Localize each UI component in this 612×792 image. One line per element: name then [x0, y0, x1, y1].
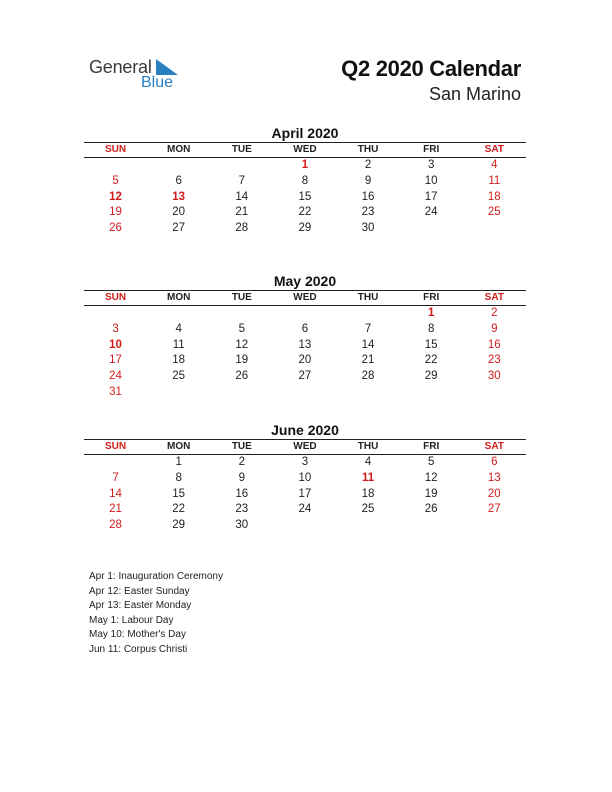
holiday-item: Apr 12: Easter Sunday: [89, 585, 190, 597]
day-cell: 24: [298, 503, 312, 516]
week-row: [84, 455, 526, 471]
day-cell: 29: [298, 222, 312, 235]
day-cell: 9: [238, 471, 246, 484]
week-row: [84, 502, 526, 518]
day-cell: 17: [298, 487, 312, 500]
empty-day-cell: [84, 306, 147, 322]
day-cell: 12: [109, 190, 122, 203]
brand-logo: [89, 57, 199, 97]
day-cell: 12: [424, 471, 438, 484]
day-cell: 28: [235, 222, 249, 235]
day-cell: 19: [109, 206, 122, 219]
day-cell: 5: [112, 174, 119, 187]
day-cell: 4: [364, 456, 372, 468]
week-row: [84, 306, 526, 322]
day-cell: 19: [424, 487, 438, 500]
day-cell: 8: [301, 174, 309, 187]
week-row: [84, 221, 526, 237]
empty-day-cell: [273, 385, 336, 401]
empty-day-cell: [337, 518, 400, 534]
day-cell: 7: [112, 471, 119, 484]
day-cell: 21: [109, 503, 122, 516]
day-cell: 3: [112, 322, 119, 335]
day-cell: 11: [488, 174, 501, 187]
day-cell: 1: [175, 456, 182, 468]
logo-word-general: General: [89, 57, 152, 77]
day-cell: 26: [235, 370, 249, 383]
day-cell: 7: [238, 174, 246, 187]
holiday-item: May 1: Labour Day: [89, 614, 174, 626]
empty-day-cell: [337, 306, 400, 322]
page-subtitle-country: San Marino: [428, 84, 521, 104]
weekday-wed: WED: [293, 292, 317, 303]
week-row: [84, 385, 526, 401]
day-cell: 16: [235, 487, 249, 500]
day-cell: 21: [235, 206, 249, 219]
holiday-item: Apr 1: Inauguration Ceremony: [89, 571, 223, 582]
empty-day-cell: [463, 221, 526, 237]
weekday-thu: THU: [357, 441, 379, 452]
empty-day-cell: [273, 306, 336, 322]
day-cell: 25: [172, 370, 186, 383]
day-cell: 29: [424, 370, 438, 383]
weekday-tue: TUE: [231, 292, 252, 303]
empty-day-cell: [210, 385, 273, 401]
week-row: [84, 518, 526, 534]
empty-day-cell: [463, 518, 526, 534]
day-cell: 15: [298, 190, 312, 203]
week-row: [84, 322, 526, 338]
week-row: [84, 174, 526, 190]
weekday-mon: MON: [167, 292, 191, 303]
weekday-fri: FRI: [423, 292, 440, 303]
day-cell: 18: [487, 190, 501, 203]
day-cell: 17: [109, 354, 122, 367]
day-cell: 25: [487, 206, 501, 219]
day-cell: 19: [235, 354, 249, 367]
weekday-tue: TUE: [231, 144, 252, 155]
empty-day-cell: [147, 306, 210, 322]
week-row: [84, 487, 526, 503]
day-cell: 3: [427, 159, 435, 171]
holiday-item: May 10: Mother's Day: [89, 629, 186, 641]
day-cell: 26: [424, 503, 438, 516]
day-cell: 6: [301, 322, 309, 335]
day-cell: 30: [487, 370, 501, 383]
day-cell: 23: [487, 354, 501, 367]
weekday-sun: SUN: [105, 292, 127, 303]
day-cell: 13: [298, 338, 312, 351]
empty-day-cell: [400, 518, 463, 534]
week-row: [84, 369, 526, 385]
day-cell: 29: [172, 519, 186, 532]
weekday-sat: SAT: [484, 144, 504, 155]
weekday-tue: TUE: [231, 441, 252, 452]
weekday-header-row: [84, 439, 526, 455]
empty-day-cell: [463, 385, 526, 401]
day-cell: 1: [427, 307, 435, 319]
day-cell: 9: [364, 174, 372, 187]
day-cell: 14: [235, 190, 249, 203]
day-cell: 9: [491, 322, 498, 335]
empty-day-cell: [400, 385, 463, 401]
weekday-fri: FRI: [423, 144, 440, 155]
day-cell: 17: [424, 190, 438, 203]
day-cell: 24: [109, 370, 122, 383]
day-cell: 23: [235, 503, 249, 516]
month-title: April 2020: [271, 125, 339, 141]
day-cell: 14: [109, 487, 122, 500]
day-cell: 21: [361, 354, 375, 367]
day-cell: 22: [424, 354, 438, 367]
day-cell: 25: [361, 503, 375, 516]
day-cell: 20: [298, 354, 312, 367]
day-cell: 13: [487, 471, 501, 484]
day-cell: 6: [175, 174, 182, 187]
logo-word-blue: Blue: [141, 74, 174, 91]
day-cell: 4: [175, 322, 182, 335]
day-cell: 13: [172, 190, 186, 203]
day-cell: 11: [172, 338, 185, 351]
month-may: [84, 273, 526, 401]
day-cell: 18: [172, 354, 186, 367]
week-row: [84, 158, 526, 174]
weekday-wed: WED: [293, 441, 317, 452]
weekday-fri: FRI: [423, 441, 440, 452]
weekday-header-row: [84, 142, 526, 158]
day-cell: 2: [238, 456, 246, 468]
day-cell: 2: [491, 307, 498, 319]
weekday-sun: SUN: [105, 144, 127, 155]
day-cell: 10: [424, 174, 438, 187]
day-cell: 28: [361, 370, 375, 383]
day-cell: 5: [427, 456, 435, 468]
week-row: [84, 338, 526, 354]
day-cell: 22: [298, 206, 312, 219]
month-title: June 2020: [271, 422, 339, 438]
weekday-thu: THU: [357, 292, 379, 303]
day-cell: 16: [361, 190, 375, 203]
day-cell: 10: [298, 471, 312, 484]
empty-day-cell: [147, 385, 210, 401]
day-cell: 31: [109, 385, 122, 398]
day-cell: 15: [172, 487, 186, 500]
empty-day-cell: [337, 385, 400, 401]
weekday-wed: WED: [293, 144, 317, 155]
day-cell: 8: [427, 322, 435, 335]
month-title: May 2020: [273, 273, 337, 289]
empty-day-cell: [210, 306, 273, 322]
day-cell: 20: [172, 206, 186, 219]
day-cell: 22: [172, 503, 186, 516]
day-cell: 11: [361, 471, 375, 484]
weekday-sat: SAT: [484, 441, 504, 452]
week-row: [84, 190, 526, 206]
day-cell: 26: [109, 222, 122, 235]
weekday-thu: THU: [357, 144, 379, 155]
weekday-header-row: [84, 290, 526, 306]
empty-day-cell: [400, 221, 463, 237]
day-cell: 10: [109, 338, 122, 351]
holiday-item: Apr 13: Easter Monday: [89, 600, 192, 612]
day-cell: 27: [298, 370, 312, 383]
week-row: [84, 471, 526, 487]
empty-day-cell: [84, 158, 147, 174]
day-cell: 4: [491, 159, 498, 171]
holiday-list: [89, 570, 223, 658]
day-cell: 6: [491, 456, 498, 468]
day-cell: 18: [361, 487, 375, 500]
day-cell: 27: [172, 222, 186, 235]
day-cell: 27: [487, 503, 501, 516]
day-cell: 8: [175, 471, 182, 484]
day-cell: 14: [361, 338, 375, 351]
day-cell: 15: [424, 338, 438, 351]
day-cell: 1: [301, 159, 309, 171]
day-cell: 5: [238, 322, 246, 335]
empty-day-cell: [147, 158, 210, 174]
empty-day-cell: [273, 518, 336, 534]
week-row: [84, 353, 526, 369]
month-april: [84, 125, 526, 237]
day-cell: 28: [109, 519, 122, 532]
weekday-mon: MON: [167, 144, 191, 155]
day-cell: 7: [364, 322, 372, 335]
day-cell: 3: [301, 456, 309, 468]
weekday-sat: SAT: [484, 292, 504, 303]
day-cell: 24: [424, 206, 438, 219]
holiday-item: Jun 11: Corpus Christi: [89, 643, 188, 655]
week-row: [84, 205, 526, 221]
weekday-sun: SUN: [105, 441, 127, 452]
day-cell: 30: [361, 222, 375, 235]
day-cell: 16: [487, 338, 501, 351]
day-cell: 30: [235, 519, 249, 532]
day-cell: 23: [361, 206, 375, 219]
weekday-mon: MON: [167, 441, 191, 452]
month-june: [84, 422, 526, 534]
empty-day-cell: [210, 158, 273, 174]
day-cell: 12: [235, 338, 249, 351]
day-cell: 2: [364, 159, 372, 171]
empty-day-cell: [84, 455, 147, 471]
day-cell: 20: [487, 487, 501, 500]
page-title: Q2 2020 Calendar: [341, 56, 521, 81]
